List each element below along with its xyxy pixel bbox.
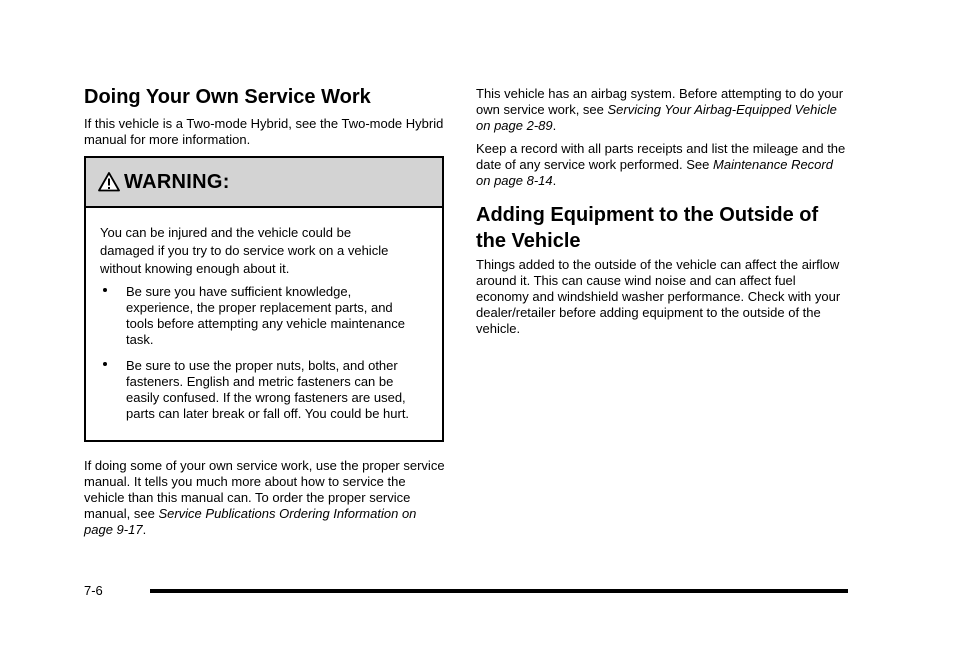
bullet-text: Be sure to use the proper nuts, bolts, and other fasteners. English and metric fasteners can be easily confused. If the wrong fasteners are used, parts can later break or fall off. You could be hurt.: [126, 358, 410, 421]
list-item: [100, 284, 416, 348]
paragraph-text: If doing some of your own service work, use the proper service manual. It tells you much more about how to service the vehicle than this manual can. To order the proper service manual, see: [84, 458, 445, 521]
record-paragraph: [476, 141, 848, 189]
cross-reference-link[interactable]: Maintenance Record on page 8-14: [476, 157, 833, 188]
warning-lead-text: You can be injured and the vehicle could be damaged if you try to do service work on a vehicle without knowing enough about it.: [100, 225, 389, 276]
paragraph-end: .: [552, 118, 557, 133]
section-heading-service-work: Doing Your Own Service Work: [84, 86, 371, 108]
bullet-text: Be sure you have sufficient knowledge, experience, the proper replacement parts, and tools before attempting any vehicle maintenance task.: [126, 284, 405, 347]
bullet-icon: [103, 288, 107, 292]
bullet-icon: [103, 362, 107, 366]
paragraph-text: This vehicle has an airbag system. Before attempting to do your own service work, see: [476, 86, 844, 117]
cross-reference-link[interactable]: Service Publications Ordering Information on page 9-17: [84, 506, 417, 537]
warning-bullet-list: [100, 284, 428, 422]
warning-triangle-icon: [98, 171, 120, 193]
section-heading-adding-equipment: Adding Equipment to the Outside of the Vehicle: [476, 204, 819, 252]
service-manual-paragraph: [84, 458, 448, 538]
warning-title: WARNING:: [124, 171, 230, 193]
warning-box: [84, 156, 444, 442]
paragraph-text: Keep a record with all parts receipts and list the mileage and the date of any service work performed. See: [476, 141, 846, 172]
airbag-paragraph: [476, 86, 848, 134]
cross-reference-link[interactable]: Servicing Your Airbag-Equipped Vehicle on page 2-89: [476, 102, 837, 133]
list-item: [100, 358, 416, 422]
page-number: 7-6: [84, 583, 103, 598]
footer-rule: [150, 589, 848, 593]
warning-header: [86, 158, 442, 208]
equipment-paragraph: Things added to the outside of the vehicle can affect the airflow around it. This can cause wind noise and can affect fuel economy and windshield washer performance. Check with your dealer/retailer before adding equipment to the outside of the vehicle.: [476, 257, 841, 336]
intro-paragraph: If this vehicle is a Two-mode Hybrid, see the Two-mode Hybrid manual for more information.: [84, 116, 444, 147]
warning-body: [86, 208, 442, 422]
paragraph-end: .: [142, 522, 147, 537]
paragraph-end: .: [552, 173, 557, 188]
